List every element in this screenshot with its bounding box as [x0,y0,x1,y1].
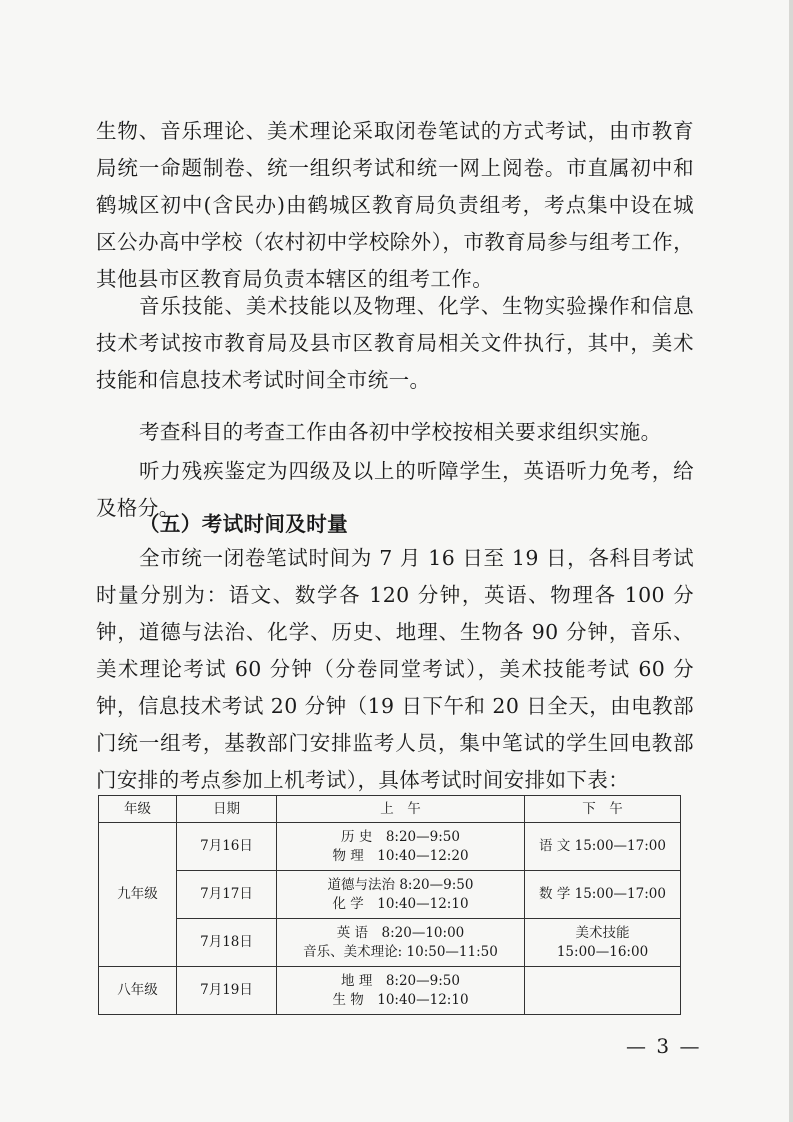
afternoon-cell: 语 文 15:00—17:00 [525,823,681,871]
morning-cell: 英 语 8:20—10:00 音乐、美术理论: 10:50—11:50 [277,919,525,967]
date-cell: 7月19日 [177,967,277,1015]
header-afternoon: 下 午 [525,796,681,823]
section-heading-exam-time: （五）考试时间及时量 [139,512,348,536]
afternoon-cell [525,967,681,1015]
header-date: 日期 [177,796,277,823]
paragraph-skills-exams: 音乐技能、美术技能以及物理、化学、生物实验操作和信息技术考试按市教育局及县市区教育局相关文件执行，其中，美术技能和信息技术考试时间全市统一。 [96,294,694,392]
table-row [99,871,681,919]
table-row [99,967,681,1015]
afternoon-cell: 美术技能 15:00—16:00 [525,919,681,967]
table-row [99,919,681,967]
date-cell: 7月16日 [177,823,277,871]
table-header-row [99,796,681,823]
paragraph-inspection-subjects: 考查科目的考查工作由各初中学校按相关要求组织实施。 [139,420,662,444]
afternoon-cell: 数 学 15:00—17:00 [525,871,681,919]
header-grade: 年级 [99,796,177,823]
date-cell: 7月17日 [177,871,277,919]
date-cell: 7月18日 [177,919,277,967]
page-number: — 3 — [626,1034,702,1058]
morning-cell: 地 理 8:20—9:50 生 物 10:40—12:10 [277,967,525,1015]
paragraph-hearing-exemption: 听力残疾鉴定为四级及以上的听障学生，英语听力免考，给及格分。 [96,459,694,520]
grade-cell: 八年级 [99,967,177,1015]
grade-cell: 九年级 [99,823,177,967]
paragraph-exam-duration: 全市统一闭卷笔试时间为 7 月 16 日至 19 日，各科目考试时量分别为：语文、数学各 120 分钟，英语、物理各 100 分钟，道德与法治、化学、历史、地理、生物各 90 分钟，音乐、美术理论考试 60 分钟（分卷同堂考试），美术技能考试 60 分钟，信息技术考试 20 分钟（19 日下午和 20 日全天，由电教部门统一组考，基教部门安排监考人员，集中笔试的学生回电教部门安排的考点参加上机考试），具体考试时间安排如下表： [96,546,694,792]
morning-cell: 道德与法治 8:20—9:50 化 学 10:40—12:10 [277,871,525,919]
header-morning: 上 午 [277,796,525,823]
paragraph-exam-organization: 生物、音乐理论、美术理论采取闭卷笔试的方式考试，由市教育局统一命题制卷、统一组织考试和统一网上阅卷。市直属初中和鹤城区初中(含民办)由鹤城区教育局负责组考，考点集中设在城区公办高中学校（农村初中学校除外），市教育局参与组考工作，其他县市区教育局负责本辖区的组考工作。 [96,119,694,291]
page-edge [789,0,793,1122]
table-row [99,823,681,871]
exam-schedule-table [98,795,681,1015]
morning-cell: 历 史 8:20—9:50 物 理 10:40—12:20 [277,823,525,871]
